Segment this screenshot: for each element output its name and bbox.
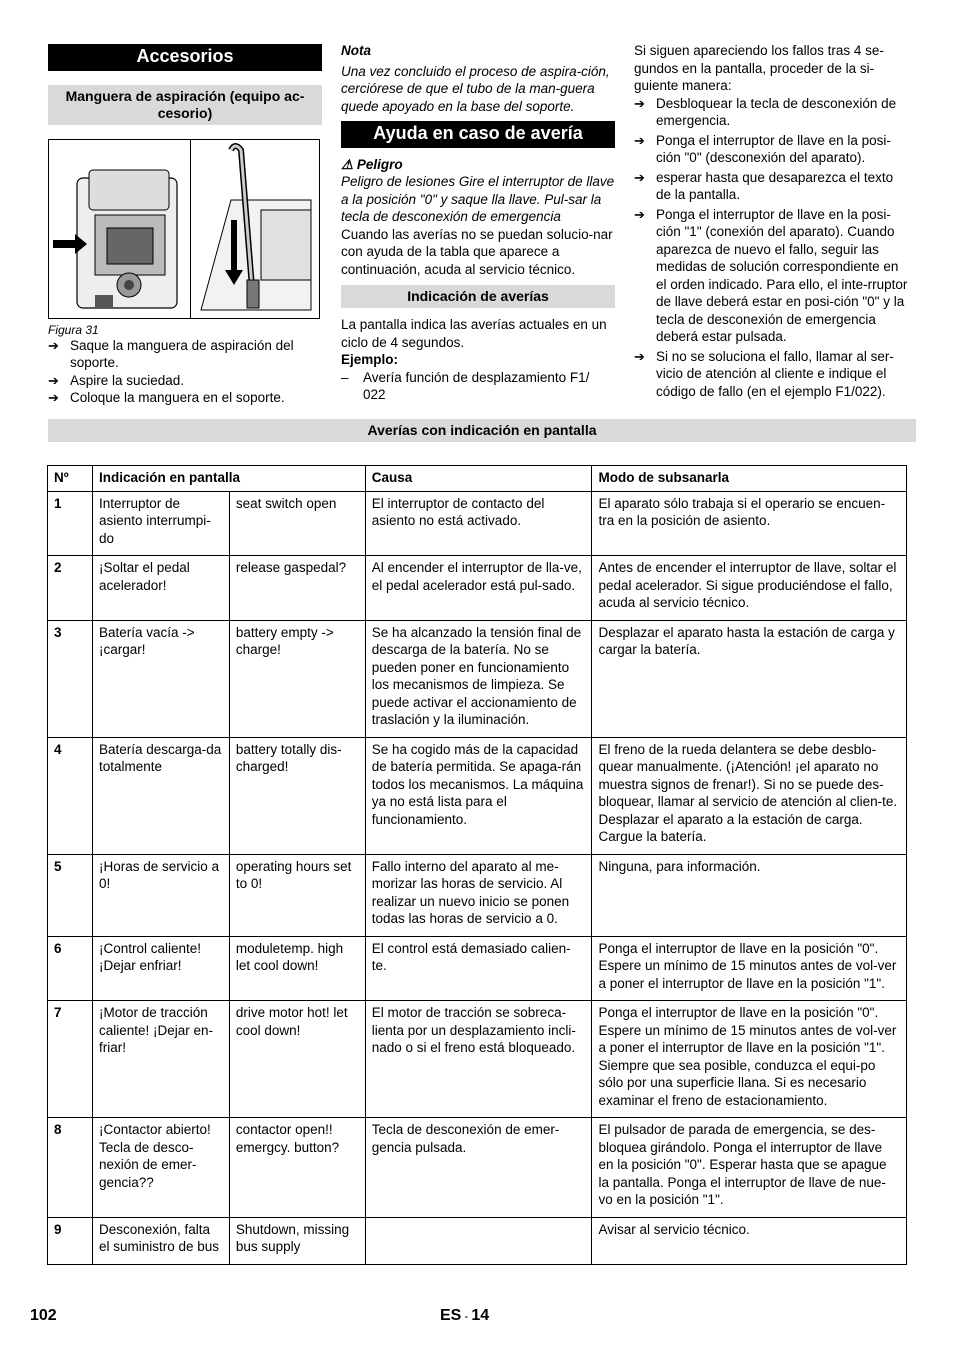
- table-row: 4 Batería descarga-da totalmente battery totally dis-charged! Se ha cogido más de la capacidad de batería permitida. Se apaga-rán todos los mecanismos. La máquina ya no está lista para el funcionamiento. El freno de la rueda delantera se debe desblo-quear manualmente. (¡Atención! ¡el aparato no muestra signos de frenar!). Si no se puede des-bloquear, llamar al servicio de atención al clien-te. Desplazar el aparato a la estación de carga. Cargue la batería.: [48, 737, 907, 854]
- intro-text: Cuando las averías no se puedan solucio-nar con ayuda de la tabla que aparece a continuación, acuda al servicio técnico.: [341, 226, 613, 277]
- page-number: 102: [30, 1307, 57, 1324]
- figure-caption: Figura 31: [48, 322, 99, 337]
- arrow-right-icon: ➔: [634, 95, 645, 111]
- list-item: ➔ Ponga el interruptor de llave en la posi-ción "1" (conexión del aparato). Cuando aparezca de nuevo el fallo, seguir las medidas de solución correspondiente en el orden indicado. Para ello, el inte-rruptor de llave deberá estar en posi-ción "0" y la tecla de desconexión de emergencia deberá estar pulsada.: [634, 206, 908, 344]
- list-item: ➔ Saque la manguera de aspiración del soporte.: [48, 337, 294, 370]
- section-title-accesorios: Accesorios: [48, 44, 322, 71]
- danger-label: Peligro: [356, 156, 403, 172]
- table-row: 5 ¡Horas de servicio a 0! operating hours set to 0! Fallo interno del aparato al me-morizar las horas de servicio. Al realizar un nuevo inicio se ponen todas las horas de servicio a 0. Ninguna, para información.: [48, 854, 907, 936]
- column-1: [48, 42, 322, 407]
- subsection-title-hose: Manguera de aspiración (equipo ac-cesorio): [48, 85, 322, 125]
- header-display: Indicación en pantalla: [92, 466, 365, 492]
- figure-31-left-image: [49, 140, 191, 318]
- column-3: [634, 42, 908, 400]
- subsection-title-indicacion: Indicación de averías: [341, 285, 615, 308]
- list-item: ➔ Coloque la manguera en el soporte.: [48, 390, 285, 405]
- display-text: La pantalla indica las averías actuales en un ciclo de 4 segundos.: [341, 317, 607, 350]
- list-item: ➔ esperar hasta que desaparezca el texto de la pantalla.: [634, 169, 894, 202]
- note-text: Una vez concluido el proceso de aspira-ción, cerciórese de que el tubo de la man-guera quede apoyado en la base del soporte.: [341, 63, 610, 114]
- table-row: 9 Desconexión, falta el suministro de bus Shutdown, missing bus supply Avisar al servicio técnico.: [48, 1217, 907, 1264]
- arrow-right-icon: ➔: [48, 337, 59, 353]
- list-item: ➔ Ponga el interruptor de llave en la posi-ción "0" (desconexión del aparato).: [634, 132, 891, 165]
- table-row: 7 ¡Motor de tracción caliente! ¡Dejar en-friar! drive motor hot! let cool down! El motor de tracción se sobreca-lienta por un desplazamiento incli-nado o si el freno está bloqueado. Ponga el interruptor de llave en la posición "0". Espere un mínimo de 15 minutos antes de vol-ver a poner el interruptor de llave en la posición "1". Siempre que sea posible, conduzca el equi-po sólo por una superficie llana. Si es necesario examinar el freno de estacionamiento.: [48, 1001, 907, 1118]
- arrow-right-icon: ➔: [634, 348, 645, 364]
- table-header-row: [48, 466, 907, 492]
- table-row: 2 ¡Soltar el pedal acelerador! release gaspedal? Al encender el interruptor de lla-ve, el pedal acelerador está pul-sado. Antes de encender el interruptor de llave, soltar el pedal acelerador. Si sigue produciéndose el fallo, acuda al servicio técnico.: [48, 556, 907, 621]
- header-remedy: Modo de subsanarla: [592, 466, 907, 492]
- table-row: 6 ¡Control caliente! ¡Dejar enfriar! moduletemp. high let cool down! El control está demasiado calien-te. Ponga el interruptor de llave en la posición "0". Espere un mínimo de 15 minutos antes de vol-ver a poner el interruptor de llave en la posición "1".: [48, 936, 907, 1001]
- list-item: ➔ Aspire la suciedad.: [48, 372, 185, 388]
- note-label: Nota: [341, 43, 371, 58]
- fault-table: [47, 465, 907, 1265]
- danger-text: Peligro de lesiones Gire el interruptor de llave a la posición "0" y saque lla llave. Pul-sar la tecla de desconexión de emergencia: [341, 174, 615, 224]
- table-row: 3 Batería vacía -> ¡cargar! battery empty -> charge! Se ha alcanzado la tensión final de descarga de la batería. No se pueden poner en funcionamiento los mecanismos de limpieza. Se puede activar el accionamiento de traslación y la iluminación. Desplazar el aparato hasta la estación de carga y cargar la batería.: [48, 620, 907, 737]
- example-label: Ejemplo:: [341, 352, 399, 367]
- header-num: Nº: [48, 466, 93, 492]
- header-cause: Causa: [365, 466, 592, 492]
- arrow-right-icon: ➔: [634, 132, 645, 148]
- procedure-intro: Si siguen apareciendo los fallos tras 4 se-gundos en la pantalla, proceder de la si-guiente manera:: [634, 43, 884, 93]
- sub-page-number: 14: [471, 1307, 490, 1324]
- figure-31: [48, 139, 320, 319]
- list-item: ➔ Desbloquear la tecla de desconexión de emergencia.: [634, 95, 897, 128]
- list-item: – Avería función de desplazamiento F1/ 022: [341, 369, 590, 402]
- accessory-steps: [48, 337, 322, 407]
- arrow-right-icon: ➔: [48, 390, 59, 405]
- language-page-label: ES - 14: [440, 1307, 490, 1324]
- danger-heading: [341, 156, 615, 174]
- arrow-right-icon: ➔: [634, 206, 645, 222]
- list-item: ➔ Si no se soluciona el fallo, llamar al ser-vicio de atención al cliente e indique el código de fallo (en el ejemplo F1/022).: [634, 348, 894, 399]
- language-code: ES: [440, 1307, 462, 1324]
- column-2: [341, 42, 615, 404]
- table-row: 1 Interruptor de asiento interrumpi-do seat switch open El interruptor de contacto del asiento no está activado. El aparato sólo trabaja si el operario se encuen-tra en la posición de asiento.: [48, 491, 907, 556]
- arrow-right-icon: ➔: [48, 372, 59, 388]
- section-title-ayuda: Ayuda en caso de avería: [341, 121, 615, 148]
- table-row: 8 ¡Contactor abierto! Tecla de desco-nexión de emer-gencia?? contactor open!! emergcy. button? Tecla de desconexión de emer-gencia pulsada. El pulsador de parada de emergencia, se des-bloquea girándolo. Ponga el interruptor de llave en la posición "0". Esperar hasta que se apague la pantalla. Ponga el interruptor de llave de nue-vo en la posición "1".: [48, 1118, 907, 1218]
- arrow-right-icon: ➔: [634, 169, 645, 185]
- warning-triangle-icon: ⚠: [341, 156, 354, 172]
- figure-31-right-image: [191, 140, 318, 318]
- table-title: Averías con indicación en pantalla: [48, 419, 916, 442]
